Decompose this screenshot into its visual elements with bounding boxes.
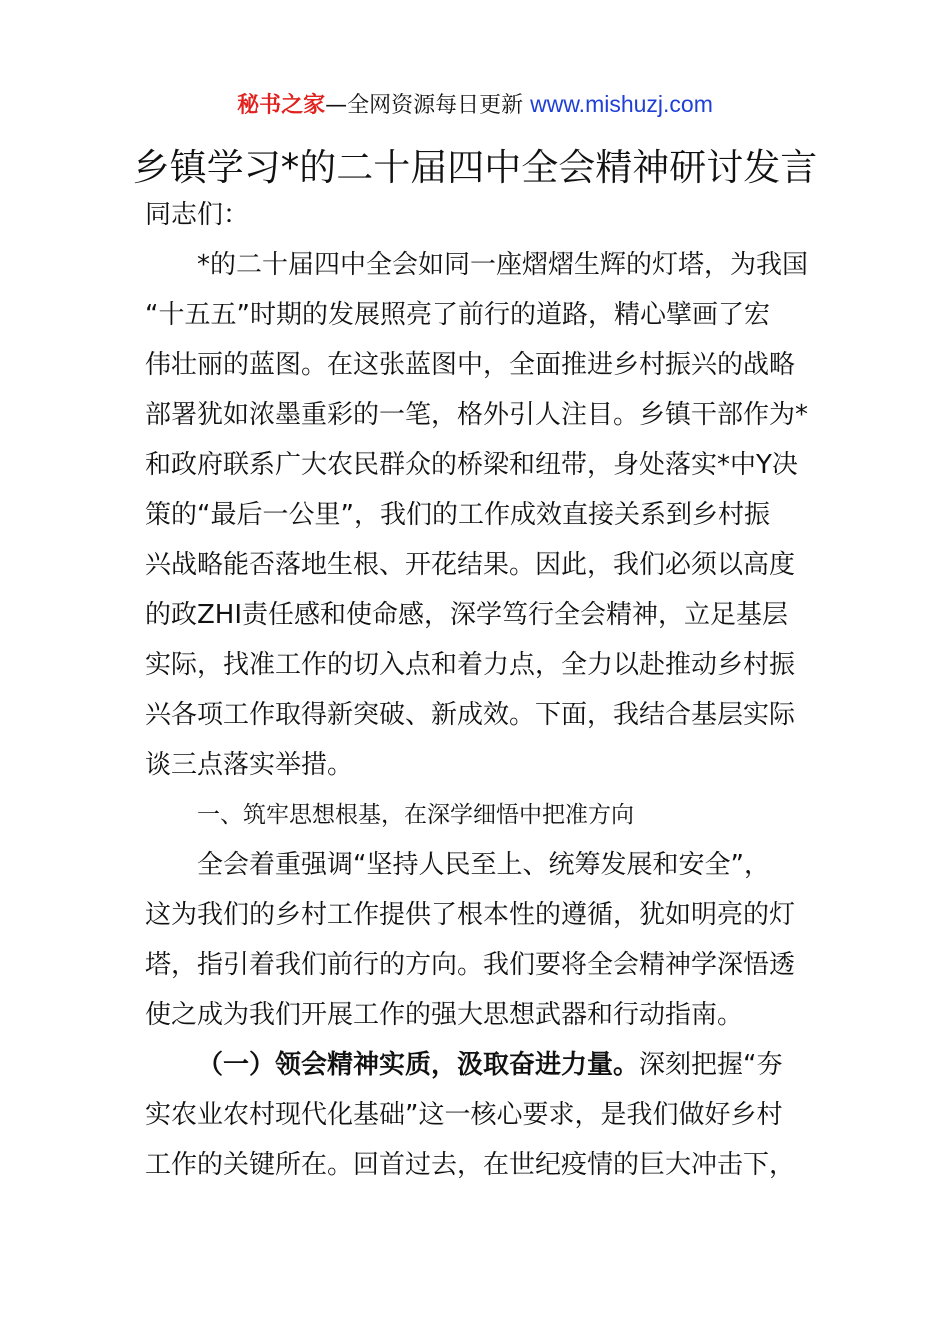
paragraph-line: 兴各项工作取得新突破、新成效。下面，我结合基层实际 <box>145 700 796 730</box>
salutation: 同志们： <box>145 200 250 230</box>
document-title: 乡镇学习*的二十届四中全会精神研讨发言 <box>132 146 818 189</box>
paragraph-line: 兴战略能否落地生根、开花结果。因此，我们必须以高度 <box>145 550 796 580</box>
paragraph-line: 实际，找准工作的切入点和着力点，全力以赴推动乡村振 <box>145 650 796 680</box>
subsection-text: 深刻把握“夯 <box>639 1050 783 1080</box>
paragraph-line: 使之成为我们开展工作的强大思想武器和行动指南。 <box>145 1000 744 1030</box>
paragraph-line: 策的“最后一公里”，我们的工作成效直接关系到乡村振 <box>145 500 770 530</box>
paragraph-line: 伟壮丽的蓝图。在这张蓝图中，全面推进乡村振兴的战略 <box>145 350 796 380</box>
paragraph-line: 塔，指引着我们前行的方向。我们要将全会精神学深悟透 <box>145 950 796 980</box>
site-header <box>0 88 950 122</box>
paragraph-line: 工作的关键所在。回首过去，在世纪疫情的巨大冲击下， <box>145 1150 796 1180</box>
paragraph-line: 这为我们的乡村工作提供了根本性的遵循，犹如明亮的灯 <box>145 900 796 930</box>
paragraph-line: 谈三点落实举措。 <box>145 750 354 780</box>
subsection-heading: （一）领会精神实质，汲取奋进力量。 <box>197 1050 640 1080</box>
paragraph-line: 全会着重强调“坚持人民至上、统筹发展和安全”， <box>197 850 770 880</box>
paragraph-line: 的政ZHI责任感和使命感，深学笃行全会精神，立足基层 <box>145 600 789 630</box>
paragraph-line: 和政府联系广大农民群众的桥梁和纽带，身处落实*中Y决 <box>145 450 798 480</box>
paragraph-line: “十五五”时期的发展照亮了前行的道路，精心擘画了宏 <box>145 300 770 330</box>
site-tagline: —全网资源每日更新 <box>325 93 531 118</box>
paragraph-line: 部署犹如浓墨重彩的一笔，格外引人注目。乡镇干部作为* <box>145 400 809 430</box>
paragraph-line: *的二十届四中全会如同一座熠熠生辉的灯塔，为我国 <box>197 250 809 280</box>
document-body <box>145 190 809 1190</box>
subsection-line <box>145 1040 809 1090</box>
section-heading: 一、筑牢思想根基，在深学细悟中把准方向 <box>197 802 634 828</box>
site-url-link[interactable]: www.mishuzj.com <box>530 91 713 117</box>
paragraph-line: 实农业农村现代化基础”这一核心要求，是我们做好乡村 <box>145 1100 783 1130</box>
site-brand: 秘书之家 <box>237 93 326 118</box>
